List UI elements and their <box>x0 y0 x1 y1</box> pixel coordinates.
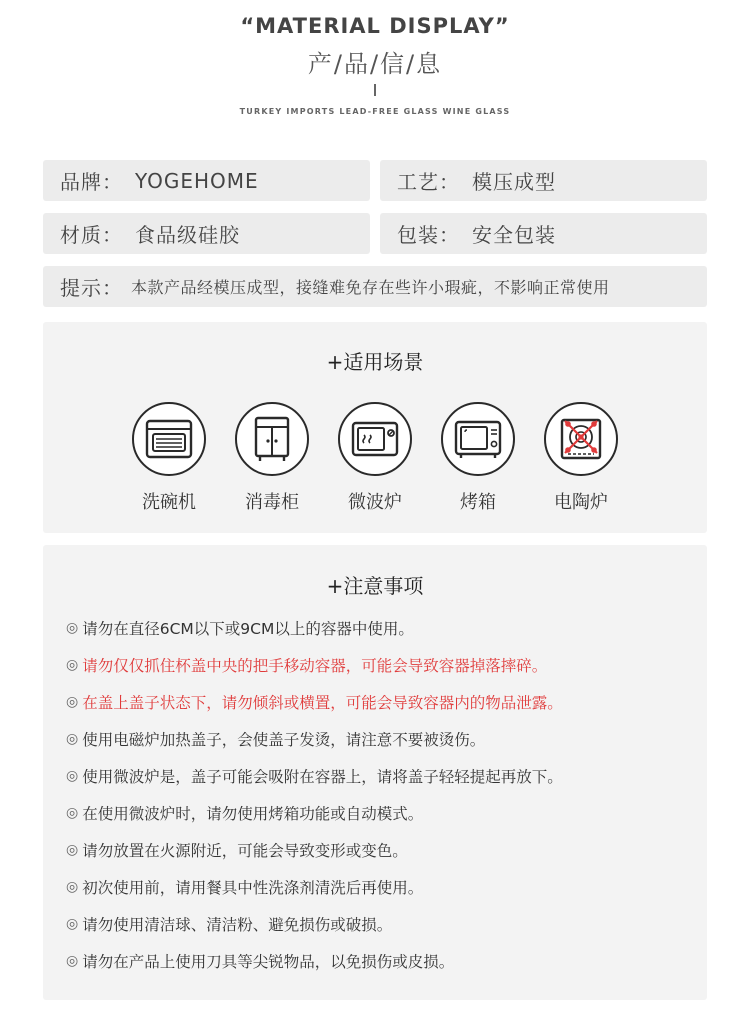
note-item <box>66 802 423 824</box>
note-item <box>66 876 423 898</box>
note-bullet: ◎ <box>66 953 79 969</box>
scenes-panel <box>43 322 707 533</box>
note-text: 请勿使用清洁球、清洁粉、避免损伤或破损。 <box>82 916 393 934</box>
note-text: 请勿在直径6CM以下或9CM以上的容器中使用。 <box>82 620 414 638</box>
info-packing-value: 安全包装 <box>472 223 556 247</box>
scene-dishwasher <box>129 402 209 514</box>
note-item <box>66 691 563 713</box>
info-brand-label: 品牌： <box>60 170 123 194</box>
title-divider <box>374 84 376 96</box>
microwave-icon <box>350 419 400 459</box>
note-item <box>66 654 547 676</box>
subtitle: TURKEY IMPORTS LEAD-FREE GLASS WINE GLASS <box>239 107 511 116</box>
scene-label: 洗碗机 <box>142 492 196 513</box>
note-bullet: ◎ <box>66 657 79 673</box>
note-text: 使用电磁炉加热盖子，会使盖子发烫，请注意不要被烫伤。 <box>82 731 486 749</box>
info-material <box>43 213 370 254</box>
note-bullet: ◎ <box>66 620 79 636</box>
note-text: 在盖上盖子状态下，请勿倾斜或横置，可能会导致容器内的物品泄露。 <box>82 694 563 712</box>
dishwasher-icon <box>144 418 194 460</box>
note-text: 在使用微波炉时，请勿使用烤箱功能或自动模式。 <box>82 805 424 823</box>
info-brand-value: YOGEHOME <box>135 168 259 193</box>
note-bullet: ◎ <box>66 879 79 895</box>
note-bullet: ◎ <box>66 805 79 821</box>
scene-oven <box>438 402 518 514</box>
note-bullet: ◎ <box>66 694 79 710</box>
info-tip <box>43 266 707 307</box>
scenes-title: +适用场景 <box>326 350 424 374</box>
title-en: “MATERIAL DISPLAY” <box>240 14 510 38</box>
oven-icon <box>453 418 503 460</box>
scene-microwave <box>335 402 415 514</box>
note-item <box>66 950 454 972</box>
note-item <box>66 839 408 861</box>
note-bullet: ◎ <box>66 731 79 747</box>
note-item <box>66 765 563 787</box>
note-text: 请勿仅仅抓住杯盖中央的把手移动容器，可能会导致容器掉落摔碎。 <box>82 657 548 675</box>
note-text: 请勿放置在火源附近，可能会导致变形或变色。 <box>82 842 408 860</box>
scene-label: 微波炉 <box>348 492 402 513</box>
info-tip-label: 提示： <box>60 276 123 300</box>
ceramic-cooker-icon <box>558 416 604 462</box>
note-item <box>66 728 485 750</box>
scene-ceramic-cooker <box>541 402 621 514</box>
scene-label: 烤箱 <box>460 492 496 513</box>
note-bullet: ◎ <box>66 768 79 784</box>
scene-disinfection-cabinet <box>232 402 312 514</box>
info-packing <box>380 213 707 254</box>
info-brand <box>43 160 370 201</box>
note-item <box>66 913 392 935</box>
info-craft-value: 模压成型 <box>472 170 556 194</box>
scene-label: 电陶炉 <box>554 492 608 513</box>
disinfection-cabinet-icon <box>252 415 292 463</box>
info-material-value: 食品级硅胶 <box>135 223 240 247</box>
note-item <box>66 617 414 639</box>
info-craft-label: 工艺： <box>397 170 460 194</box>
note-text: 请勿在产品上使用刀具等尖锐物品，以免损伤或皮损。 <box>82 953 455 971</box>
info-material-label: 材质： <box>60 223 123 247</box>
note-text: 使用微波炉是，盖子可能会吸附在容器上，请将盖子轻轻提起再放下。 <box>82 768 563 786</box>
title-cn: 产/品/信/息 <box>307 50 443 78</box>
notes-title: +注意事项 <box>326 574 424 598</box>
note-text: 初次使用前，请用餐具中性洗涤剂清洗后再使用。 <box>82 879 424 897</box>
note-bullet: ◎ <box>66 842 79 858</box>
info-packing-label: 包装： <box>397 223 460 247</box>
info-craft <box>380 160 707 201</box>
scene-label: 消毒柜 <box>245 492 299 513</box>
note-bullet: ◎ <box>66 916 79 932</box>
info-tip-value: 本款产品经模压成型，接缝难免存在些许小瑕疵，不影响正常使用 <box>131 278 610 297</box>
